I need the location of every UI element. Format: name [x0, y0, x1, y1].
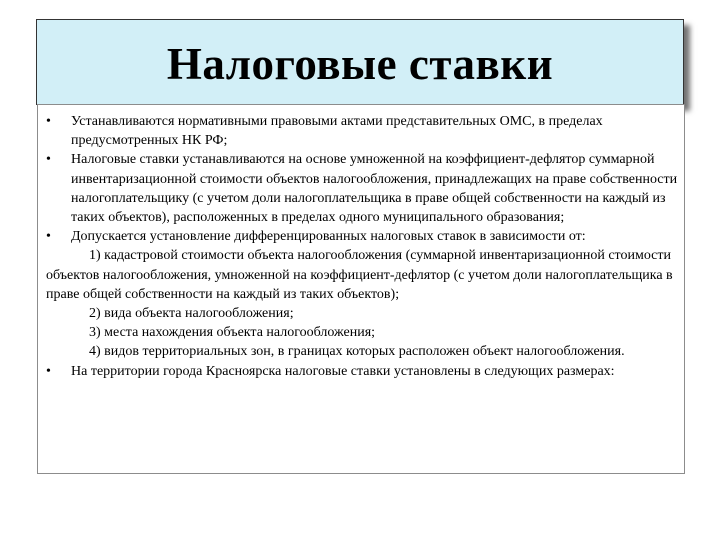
list-item [46, 112, 678, 150]
list-item [46, 227, 678, 246]
title-banner [36, 19, 684, 105]
list-item-text: Допускается установление дифференцированных налоговых ставок в зависимости от: [71, 229, 586, 245]
list-item [46, 362, 678, 381]
bullet-icon: • [46, 114, 51, 129]
list-item-text: Налоговые ставки устанавливаются на основе умноженной на коэффициент-дефлятор суммарной инвентаризационной стоимости объектов налогообложения, принадлежащих на праве собственности налогоплательщику (с учетом доли налогоплательщика в праве общей собственности на каждый из таких объектов), расположенных в пределах одного муниципального образования; [71, 152, 678, 226]
sub-list-item: 2) вида объекта налогообложения; [89, 306, 294, 322]
list-item [46, 150, 678, 227]
sub-list-item: 1) кадастровой стоимости объекта налогообложения (суммарной инвентаризационной стоимости объектов налогообложения, умноженной на коэффициент-дефлятор (с учетом доли налогоплательщика в праве общей собственности на каждый из таких объектов); [46, 248, 673, 302]
bullet-icon: • [46, 229, 51, 245]
page-title: Налоговые ставки [166, 39, 554, 89]
list-item-text: Устанавливаются нормативными правовыми актами представительных ОМС, в пределах предусмотренных НК РФ; [71, 114, 603, 149]
list-item-text: На территории города Красноярска налоговые ставки установлены в следующих размерах: [71, 363, 615, 379]
sub-list-item: 3) места нахождения объекта налогообложения; [89, 325, 376, 341]
sub-list-item: 4) видов территориальных зон, в границах которых расположен объект налогообложения. [89, 344, 625, 360]
bullet-icon: • [46, 152, 51, 168]
bullet-icon: • [46, 363, 51, 379]
content-panel [37, 104, 685, 474]
